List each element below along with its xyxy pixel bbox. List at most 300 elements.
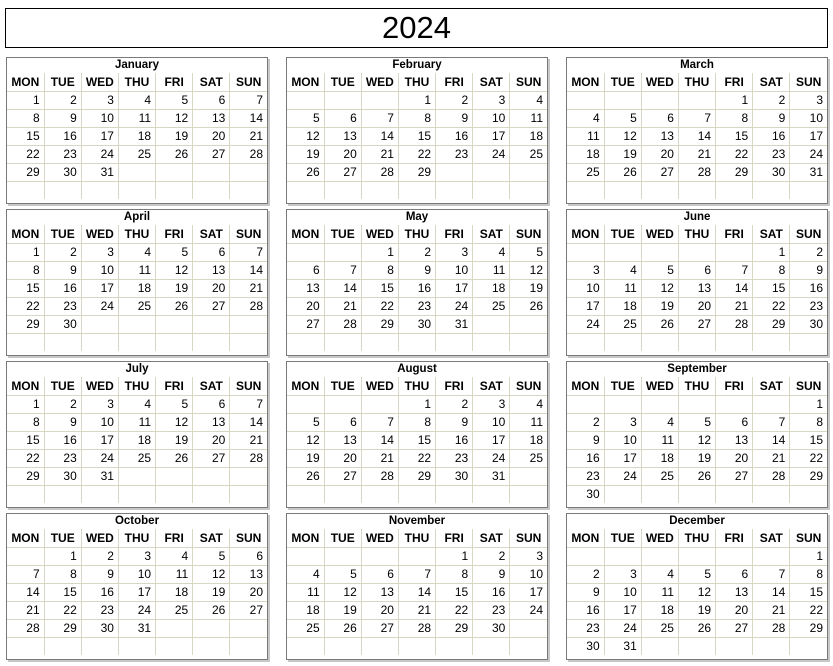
empty-day-cell <box>44 333 81 351</box>
day-cell: 5 <box>156 91 193 109</box>
week-row <box>287 163 547 181</box>
day-cell: 24 <box>604 467 641 485</box>
day-cell: 6 <box>678 261 715 279</box>
day-cell: 16 <box>398 279 435 297</box>
day-cell: 28 <box>361 467 398 485</box>
month-days-table <box>7 225 267 351</box>
day-cell: 30 <box>567 637 604 655</box>
empty-day-cell <box>324 333 361 351</box>
week-row <box>287 109 547 127</box>
day-cell: 24 <box>473 449 510 467</box>
empty-day-cell <box>604 181 641 199</box>
day-cell: 29 <box>716 163 753 181</box>
empty-day-cell <box>156 333 193 351</box>
week-row <box>287 315 547 333</box>
weekday-header-row <box>7 225 267 243</box>
week-row <box>7 333 267 351</box>
day-cell: 28 <box>753 619 790 637</box>
day-cell: 2 <box>790 243 827 261</box>
day-cell: 14 <box>230 261 267 279</box>
day-cell: 22 <box>753 297 790 315</box>
day-cell: 4 <box>118 243 155 261</box>
day-cell: 6 <box>193 91 230 109</box>
day-cell: 17 <box>436 279 473 297</box>
weekday-header: SAT <box>193 377 230 395</box>
weekday-header: FRI <box>436 225 473 243</box>
day-cell: 16 <box>44 127 81 145</box>
day-cell: 27 <box>193 297 230 315</box>
day-cell: 29 <box>7 315 44 333</box>
empty-day-cell <box>753 485 790 503</box>
weekday-header: THU <box>398 73 435 91</box>
empty-day-cell <box>473 315 510 333</box>
day-cell: 19 <box>641 297 678 315</box>
day-cell: 12 <box>156 413 193 431</box>
day-cell: 12 <box>156 261 193 279</box>
day-cell: 31 <box>81 163 118 181</box>
week-row <box>287 449 547 467</box>
day-cell: 9 <box>44 261 81 279</box>
empty-day-cell <box>324 637 361 655</box>
empty-day-cell <box>81 181 118 199</box>
weekday-header: FRI <box>716 377 753 395</box>
day-cell: 11 <box>604 279 641 297</box>
day-cell: 6 <box>324 413 361 431</box>
month-name: June <box>683 211 711 223</box>
week-row <box>7 315 267 333</box>
day-cell: 4 <box>156 547 193 565</box>
day-cell: 27 <box>230 601 267 619</box>
month-days-table <box>287 73 547 199</box>
empty-day-cell <box>81 315 118 333</box>
day-cell: 5 <box>156 243 193 261</box>
weekday-header: TUE <box>44 73 81 91</box>
weekday-header: SUN <box>230 73 267 91</box>
empty-day-cell <box>753 333 790 351</box>
month-name: July <box>125 363 149 375</box>
day-cell: 24 <box>436 297 473 315</box>
day-cell: 23 <box>398 297 435 315</box>
day-cell: 29 <box>753 315 790 333</box>
day-cell: 3 <box>473 395 510 413</box>
empty-day-cell <box>156 315 193 333</box>
empty-day-cell <box>790 181 827 199</box>
day-cell: 19 <box>287 145 324 163</box>
month-days-table <box>567 73 827 199</box>
day-cell: 22 <box>398 449 435 467</box>
day-cell: 22 <box>7 145 44 163</box>
week-row <box>567 127 827 145</box>
week-row <box>7 467 267 485</box>
day-cell: 22 <box>436 601 473 619</box>
empty-day-cell <box>287 395 324 413</box>
weekday-header-row <box>287 73 547 91</box>
day-cell: 15 <box>44 583 81 601</box>
weekday-header: THU <box>678 529 715 547</box>
day-cell: 28 <box>678 163 715 181</box>
day-cell: 22 <box>7 297 44 315</box>
day-cell: 19 <box>193 583 230 601</box>
week-row <box>7 485 267 503</box>
weekday-header-row <box>287 225 547 243</box>
day-cell: 4 <box>510 395 547 413</box>
day-cell: 20 <box>716 601 753 619</box>
day-cell: 10 <box>473 109 510 127</box>
weekday-header: SAT <box>193 529 230 547</box>
weekday-header: THU <box>398 225 435 243</box>
day-cell: 19 <box>678 601 715 619</box>
day-cell: 9 <box>436 109 473 127</box>
day-cell: 2 <box>567 565 604 583</box>
day-cell: 29 <box>790 467 827 485</box>
month-february <box>286 57 548 204</box>
empty-day-cell <box>604 243 641 261</box>
day-cell: 10 <box>567 279 604 297</box>
day-cell: 7 <box>716 261 753 279</box>
weekday-header: THU <box>678 225 715 243</box>
empty-day-cell <box>436 485 473 503</box>
empty-day-cell <box>44 637 81 655</box>
day-cell: 30 <box>44 315 81 333</box>
day-cell: 27 <box>287 315 324 333</box>
empty-day-cell <box>510 163 547 181</box>
day-cell: 10 <box>790 109 827 127</box>
empty-day-cell <box>510 181 547 199</box>
day-cell: 14 <box>361 431 398 449</box>
week-row <box>287 547 547 565</box>
weekday-header: SAT <box>193 225 230 243</box>
day-cell: 31 <box>436 315 473 333</box>
empty-day-cell <box>604 395 641 413</box>
day-cell: 23 <box>473 601 510 619</box>
day-cell: 23 <box>81 601 118 619</box>
day-cell: 3 <box>436 243 473 261</box>
week-row <box>567 601 827 619</box>
day-cell: 30 <box>790 315 827 333</box>
empty-day-cell <box>118 315 155 333</box>
weekday-header: MON <box>7 377 44 395</box>
week-row <box>287 91 547 109</box>
day-cell: 12 <box>641 279 678 297</box>
day-cell: 26 <box>604 163 641 181</box>
day-cell: 17 <box>790 127 827 145</box>
day-cell: 11 <box>287 583 324 601</box>
day-cell: 21 <box>678 145 715 163</box>
day-cell: 7 <box>230 395 267 413</box>
empty-day-cell <box>324 181 361 199</box>
day-cell: 9 <box>436 413 473 431</box>
day-cell: 7 <box>230 91 267 109</box>
weekday-header: FRI <box>436 529 473 547</box>
day-cell: 21 <box>230 431 267 449</box>
empty-day-cell <box>230 485 267 503</box>
day-cell: 29 <box>7 163 44 181</box>
empty-day-cell <box>641 395 678 413</box>
day-cell: 23 <box>790 297 827 315</box>
weekday-header: THU <box>398 377 435 395</box>
weekday-header: MON <box>287 225 324 243</box>
month-august <box>286 361 548 508</box>
day-cell: 19 <box>324 601 361 619</box>
day-cell: 6 <box>193 243 230 261</box>
month-name: May <box>405 211 429 223</box>
day-cell: 25 <box>287 619 324 637</box>
weekday-header: TUE <box>604 225 641 243</box>
empty-day-cell <box>398 333 435 351</box>
day-cell: 6 <box>716 565 753 583</box>
day-cell: 28 <box>230 297 267 315</box>
day-cell: 14 <box>324 279 361 297</box>
month-name: December <box>669 515 725 527</box>
day-cell: 28 <box>716 315 753 333</box>
weekday-header: SUN <box>790 377 827 395</box>
day-cell: 1 <box>716 91 753 109</box>
day-cell: 29 <box>398 467 435 485</box>
day-cell: 24 <box>81 449 118 467</box>
day-cell: 18 <box>510 127 547 145</box>
day-cell: 5 <box>324 565 361 583</box>
day-cell: 8 <box>7 413 44 431</box>
month-days-table <box>567 225 827 351</box>
day-cell: 19 <box>510 279 547 297</box>
day-cell: 22 <box>790 601 827 619</box>
month-days-table <box>567 377 827 503</box>
empty-day-cell <box>193 637 230 655</box>
day-cell: 11 <box>118 261 155 279</box>
day-cell: 26 <box>678 467 715 485</box>
day-cell: 27 <box>361 619 398 637</box>
empty-day-cell <box>716 395 753 413</box>
weekday-header: SAT <box>753 377 790 395</box>
day-cell: 10 <box>604 431 641 449</box>
day-cell: 14 <box>398 583 435 601</box>
day-cell: 22 <box>790 449 827 467</box>
day-cell: 28 <box>230 449 267 467</box>
weekday-header: FRI <box>156 529 193 547</box>
day-cell: 25 <box>118 145 155 163</box>
empty-day-cell <box>361 395 398 413</box>
day-cell: 11 <box>641 583 678 601</box>
day-cell: 23 <box>44 297 81 315</box>
weekday-header: FRI <box>716 225 753 243</box>
day-cell: 25 <box>641 467 678 485</box>
year-title: 2024 <box>5 8 828 48</box>
day-cell: 11 <box>156 565 193 583</box>
empty-day-cell <box>604 333 641 351</box>
month-july <box>6 361 268 508</box>
weekday-header-row <box>567 225 827 243</box>
week-row <box>7 431 267 449</box>
day-cell: 15 <box>7 127 44 145</box>
empty-day-cell <box>118 181 155 199</box>
day-cell: 12 <box>287 127 324 145</box>
month-november <box>286 513 548 660</box>
week-row <box>567 181 827 199</box>
weekday-header: WED <box>641 225 678 243</box>
week-row <box>567 547 827 565</box>
day-cell: 25 <box>567 163 604 181</box>
day-cell: 5 <box>678 413 715 431</box>
empty-day-cell <box>436 163 473 181</box>
weekday-header: SAT <box>753 225 790 243</box>
empty-day-cell <box>678 637 715 655</box>
month-may <box>286 209 548 356</box>
weekday-header: TUE <box>44 377 81 395</box>
empty-day-cell <box>7 547 44 565</box>
day-cell: 18 <box>473 279 510 297</box>
day-cell: 29 <box>44 619 81 637</box>
empty-day-cell <box>361 181 398 199</box>
weekday-header-row <box>7 529 267 547</box>
day-cell: 10 <box>473 413 510 431</box>
day-cell: 28 <box>753 467 790 485</box>
day-cell: 2 <box>436 395 473 413</box>
day-cell: 13 <box>641 127 678 145</box>
weekday-header: SUN <box>230 529 267 547</box>
day-cell: 1 <box>790 547 827 565</box>
weekday-header: SAT <box>473 73 510 91</box>
weekday-header-row <box>567 73 827 91</box>
day-cell: 8 <box>753 261 790 279</box>
empty-day-cell <box>510 467 547 485</box>
week-row <box>567 413 827 431</box>
empty-day-cell <box>398 485 435 503</box>
day-cell: 1 <box>398 395 435 413</box>
weekday-header-row <box>287 529 547 547</box>
day-cell: 18 <box>118 431 155 449</box>
day-cell: 21 <box>361 449 398 467</box>
empty-day-cell <box>678 333 715 351</box>
day-cell: 8 <box>716 109 753 127</box>
week-row <box>567 145 827 163</box>
month-december <box>566 513 828 660</box>
weekday-header-row <box>567 529 827 547</box>
empty-day-cell <box>473 333 510 351</box>
week-row <box>7 91 267 109</box>
day-cell: 24 <box>473 145 510 163</box>
week-row <box>567 261 827 279</box>
empty-day-cell <box>193 333 230 351</box>
empty-day-cell <box>361 91 398 109</box>
month-june <box>566 209 828 356</box>
empty-day-cell <box>193 467 230 485</box>
day-cell: 4 <box>641 413 678 431</box>
day-cell: 5 <box>678 565 715 583</box>
week-row <box>287 243 547 261</box>
day-cell: 5 <box>156 395 193 413</box>
empty-day-cell <box>287 181 324 199</box>
day-cell: 17 <box>81 431 118 449</box>
day-cell: 26 <box>641 315 678 333</box>
day-cell: 18 <box>567 145 604 163</box>
week-row <box>287 413 547 431</box>
day-cell: 16 <box>81 583 118 601</box>
day-cell: 19 <box>156 431 193 449</box>
weekday-header: THU <box>118 377 155 395</box>
empty-day-cell <box>287 637 324 655</box>
day-cell: 11 <box>118 109 155 127</box>
day-cell: 4 <box>567 109 604 127</box>
month-march <box>566 57 828 204</box>
day-cell: 11 <box>510 413 547 431</box>
day-cell: 7 <box>324 261 361 279</box>
weekday-header: MON <box>287 529 324 547</box>
day-cell: 4 <box>510 91 547 109</box>
weekday-header: MON <box>567 225 604 243</box>
empty-day-cell <box>81 333 118 351</box>
weekday-header: WED <box>641 377 678 395</box>
empty-day-cell <box>7 333 44 351</box>
empty-day-cell <box>193 619 230 637</box>
day-cell: 5 <box>641 261 678 279</box>
day-cell: 17 <box>473 431 510 449</box>
week-row <box>7 449 267 467</box>
week-row <box>567 109 827 127</box>
empty-day-cell <box>118 467 155 485</box>
empty-day-cell <box>230 619 267 637</box>
month-name: September <box>667 363 727 375</box>
day-cell: 18 <box>287 601 324 619</box>
empty-day-cell <box>398 637 435 655</box>
day-cell: 3 <box>604 565 641 583</box>
empty-day-cell <box>510 637 547 655</box>
day-cell: 19 <box>604 145 641 163</box>
empty-day-cell <box>118 637 155 655</box>
day-cell: 2 <box>44 395 81 413</box>
day-cell: 25 <box>641 619 678 637</box>
week-row <box>7 243 267 261</box>
week-row <box>7 181 267 199</box>
day-cell: 6 <box>193 395 230 413</box>
empty-day-cell <box>193 485 230 503</box>
day-cell: 12 <box>678 583 715 601</box>
day-cell: 18 <box>510 431 547 449</box>
weekday-header: WED <box>361 529 398 547</box>
day-cell: 27 <box>716 467 753 485</box>
day-cell: 4 <box>473 243 510 261</box>
day-cell: 21 <box>361 145 398 163</box>
day-cell: 11 <box>510 109 547 127</box>
weekday-header: SAT <box>193 73 230 91</box>
weekday-header: FRI <box>156 73 193 91</box>
day-cell: 8 <box>790 413 827 431</box>
weekday-header: WED <box>81 377 118 395</box>
empty-day-cell <box>156 619 193 637</box>
day-cell: 15 <box>716 127 753 145</box>
weekday-header: WED <box>81 225 118 243</box>
day-cell: 30 <box>44 163 81 181</box>
week-row <box>7 413 267 431</box>
month-days-table <box>7 377 267 503</box>
empty-day-cell <box>156 467 193 485</box>
day-cell: 30 <box>567 485 604 503</box>
day-cell: 12 <box>156 109 193 127</box>
month-name: October <box>114 515 160 527</box>
day-cell: 18 <box>156 583 193 601</box>
empty-day-cell <box>678 485 715 503</box>
day-cell: 17 <box>81 127 118 145</box>
weekday-header: SAT <box>753 529 790 547</box>
day-cell: 11 <box>641 431 678 449</box>
month-october <box>6 513 268 660</box>
week-row <box>567 333 827 351</box>
day-cell: 22 <box>44 601 81 619</box>
week-row <box>567 315 827 333</box>
weekday-header-row <box>567 377 827 395</box>
day-cell: 8 <box>398 109 435 127</box>
day-cell: 18 <box>118 279 155 297</box>
day-cell: 10 <box>118 565 155 583</box>
